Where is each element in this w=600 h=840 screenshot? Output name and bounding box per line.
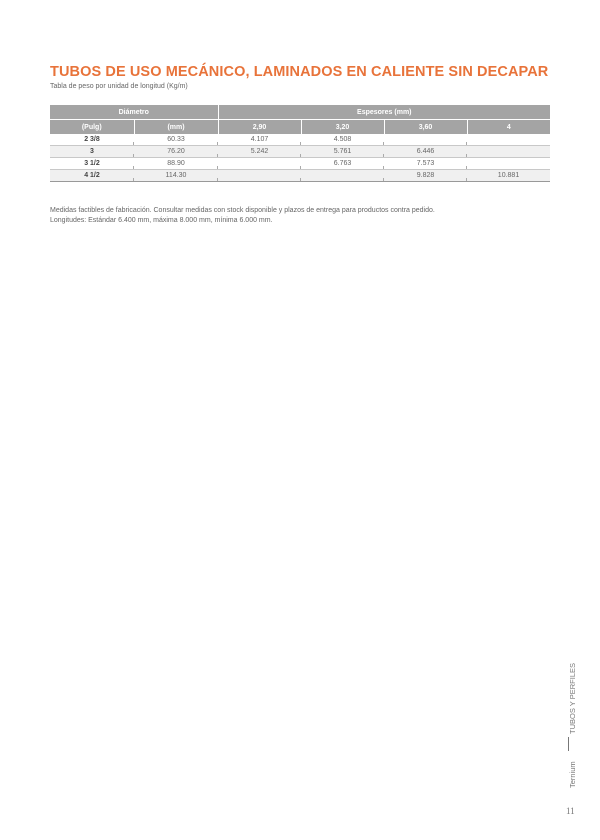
table-row <box>50 146 550 158</box>
column-header-pulg: (Pulg) <box>50 120 134 135</box>
weight-table <box>50 105 550 182</box>
table-cell: 3 1/2 <box>50 158 134 170</box>
note-lengths: Longitudes: Estándar 6.400 mm, máxima 8.000 mm, mínima 6.000 mm. <box>50 217 273 224</box>
table-cell <box>467 158 550 170</box>
column-header-3-20: 3,20 <box>301 120 384 135</box>
column-header-2-90: 2,90 <box>218 120 301 135</box>
table-cell: 60.33 <box>134 134 218 146</box>
table-cell: 9.828 <box>384 170 467 182</box>
table-cell: 3 <box>50 146 134 158</box>
table-cell <box>218 170 301 182</box>
note-fabrication: Medidas factibles de fabricación. Consultar medidas con stock disponible y plazos de entrega para productos contra pedido. <box>50 207 435 214</box>
diameter-group-header: Diámetro <box>50 105 218 120</box>
table-subtitle: Tabla de peso por unidad de longitud (Kg/m) <box>50 83 188 90</box>
table-cell: 7.573 <box>384 158 467 170</box>
table-column-header-row <box>50 120 550 135</box>
table-cell: 6.446 <box>384 146 467 158</box>
table-cell: 4.508 <box>301 134 384 146</box>
table-cell <box>218 158 301 170</box>
table-cell: 88.90 <box>134 158 218 170</box>
footnotes <box>50 206 435 226</box>
thickness-group-header: Espesores (mm) <box>218 105 550 120</box>
table-cell: 76.20 <box>134 146 218 158</box>
table-cell: 6.763 <box>301 158 384 170</box>
column-header-3-60: 3,60 <box>384 120 467 135</box>
page-number: 11 <box>566 806 575 816</box>
sidebar-divider <box>568 737 569 751</box>
table-cell: 114.30 <box>134 170 218 182</box>
table-cell: 10.881 <box>467 170 550 182</box>
table-cell <box>467 146 550 158</box>
table-row <box>50 134 550 146</box>
table-cell <box>384 134 467 146</box>
table-cell <box>301 170 384 182</box>
table-cell: 5.761 <box>301 146 384 158</box>
table-row <box>50 170 550 182</box>
column-header-mm: (mm) <box>134 120 218 135</box>
table-cell: 2 3/8 <box>50 134 134 146</box>
table-cell: 4.107 <box>218 134 301 146</box>
page-title: TUBOS DE USO MECÁNICO, LAMINADOS EN CALIENTE SIN DECAPAR <box>50 64 549 80</box>
table-cell: 5.242 <box>218 146 301 158</box>
table-group-header-row <box>50 105 550 120</box>
table-row <box>50 158 550 170</box>
section-label: TUBOS Y PERFILES <box>568 663 577 734</box>
table-cell: 4 1/2 <box>50 170 134 182</box>
column-header-4: 4 <box>467 120 550 135</box>
table-cell <box>467 134 550 146</box>
brand-label: Ternium <box>568 761 577 788</box>
